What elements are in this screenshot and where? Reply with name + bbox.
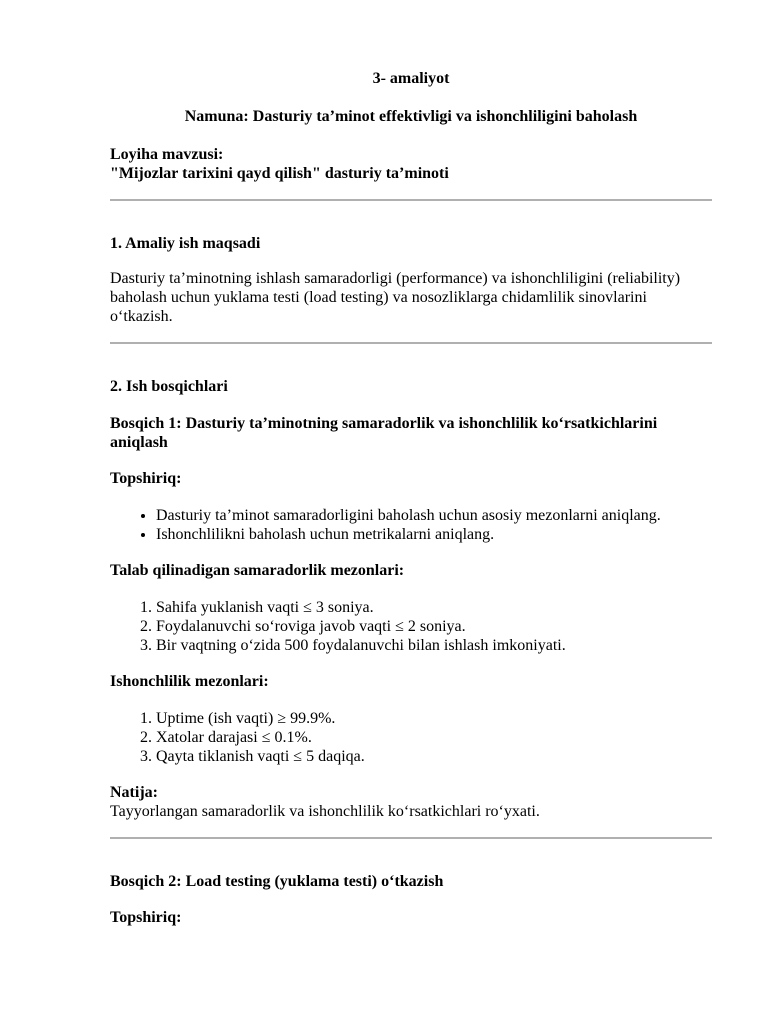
- stage-1-task-list: [110, 506, 712, 544]
- result-label: Natija:: [110, 784, 158, 801]
- divider: [110, 342, 712, 344]
- list-item: • Dasturiy ta’minot samaradorligini baholash uchun asosiy mezonlarni aniqlang.: [156, 506, 712, 525]
- page-subtitle: Namuna: Dasturiy ta’minot effektivligi va ishonchliligini baholash: [184, 108, 638, 125]
- result-text: Tayyorlangan samaradorlik va ishonchlilik ko‘rsatkichlari ro‘yxati.: [110, 803, 540, 820]
- section-heading-goal: 1. Amaliy ish maqsadi: [110, 235, 261, 252]
- stage-2-task-label: Topshiriq:: [110, 909, 182, 926]
- page-title: 3- amaliyot: [372, 70, 450, 87]
- performance-criteria-list: [110, 598, 712, 655]
- stage-1-heading: Bosqich 1: Dasturiy ta’minotning samaradorlik va ishonchlilik ko‘rsatkichlarini aniqlash: [110, 415, 658, 451]
- performance-criteria-label: Talab qilinadigan samaradorlik mezonlari:: [110, 562, 405, 579]
- document-page: [110, 69, 712, 927]
- divider: [110, 837, 712, 839]
- reliability-criteria-label: Ishonchlilik mezonlari:: [110, 673, 269, 690]
- list-item: 3. Bir vaqtning o‘zida 500 foydalanuvchi bilan ishlash imkoniyati.: [156, 636, 712, 655]
- list-item: 2. Xatolar darajasi ≤ 0.1%.: [156, 728, 712, 747]
- list-item: 3. Qayta tiklanish vaqti ≤ 5 daqiqa.: [156, 747, 712, 766]
- goal-paragraph: Dasturiy ta’minotning ishlash samaradorligi (performance) va ishonchliligini (reliability) baholash uchun yuklama testi (load testing) va nosozliklarga chidamlilik sinovlarini o‘tkazish.: [110, 270, 681, 325]
- project-label: Loyiha mavzusi:: [110, 146, 224, 163]
- stage-2-heading: Bosqich 2: Load testing (yuklama testi) o‘tkazish: [110, 873, 444, 890]
- project-name: "Mijozlar tarixini qayd qilish" dasturiy ta’minoti: [110, 165, 449, 182]
- list-item: • Ishonchlilikni baholash uchun metrikalarni aniqlang.: [156, 525, 712, 544]
- stage-1-task-label: Topshiriq:: [110, 470, 182, 487]
- reliability-criteria-list: [110, 709, 712, 766]
- divider: [110, 199, 712, 201]
- list-item: 1. Sahifa yuklanish vaqti ≤ 3 soniya.: [156, 598, 712, 617]
- list-item: 1. Uptime (ish vaqti) ≥ 99.9%.: [156, 709, 712, 728]
- section-heading-stages: 2. Ish bosqichlari: [110, 378, 228, 395]
- list-item: 2. Foydalanuvchi so‘roviga javob vaqti ≤ 2 soniya.: [156, 617, 712, 636]
